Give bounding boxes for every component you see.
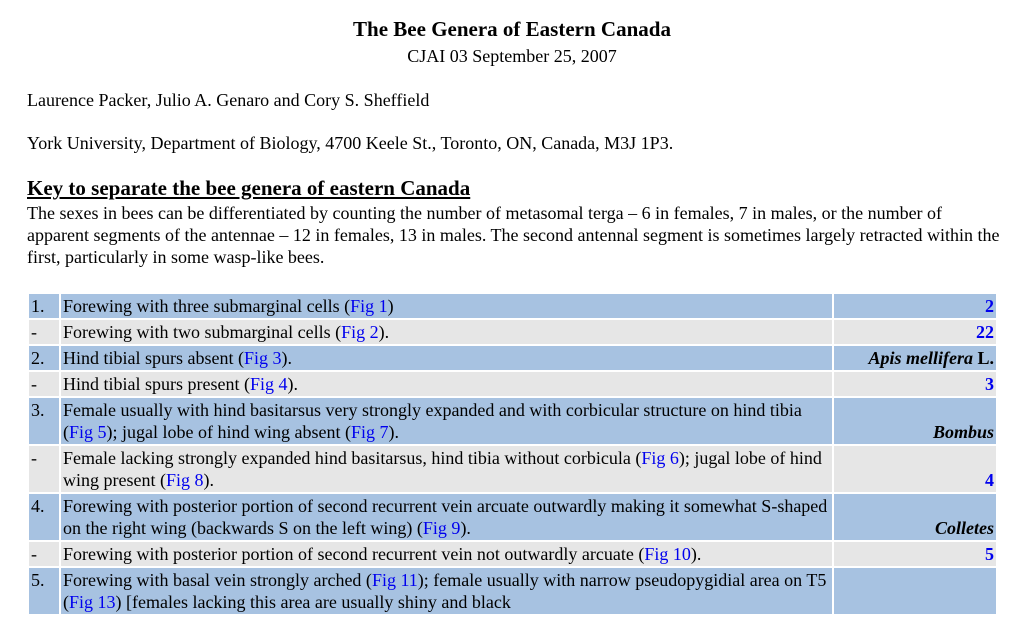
couplet-number: - <box>29 446 59 492</box>
key-row <box>29 494 996 540</box>
next-couplet-link[interactable] <box>834 542 996 566</box>
figure-link[interactable]: Fig 3 <box>243 348 282 368</box>
figure-link[interactable]: Fig 7 <box>350 422 389 442</box>
couplet-number: 1. <box>29 294 59 318</box>
couplet-number: - <box>29 372 59 396</box>
couplet-number: 3. <box>29 398 59 444</box>
key-row <box>29 294 996 318</box>
couplet-text: Forewing with three submarginal cells (Fig 1) <box>61 294 832 318</box>
next-couplet-link[interactable] <box>834 320 996 344</box>
taxon-result: Apis mellifera L. <box>834 346 996 370</box>
page-subtitle: CJAI 03 September 25, 2007 <box>407 46 617 66</box>
couplet-link[interactable]: 3 <box>985 374 994 394</box>
taxon-name: Bombus <box>932 422 994 442</box>
figure-link[interactable]: Fig 9 <box>422 518 461 538</box>
figure-link[interactable]: Fig 4 <box>249 374 288 394</box>
couplet-text: Hind tibial spurs present (Fig 4). <box>61 372 832 396</box>
couplet-text: Female lacking strongly expanded hind basitarsus, hind tibia without corbicula (Fig 6); jugal lobe of hind wing present (Fig 8). <box>61 446 832 492</box>
next-couplet-link[interactable] <box>834 372 996 396</box>
taxon-name: Apis mellifera <box>868 348 973 368</box>
key-row <box>29 372 996 396</box>
authors: Laurence Packer, Julio A. Genaro and Cory S. Sheffield <box>27 90 430 110</box>
empty-result <box>834 568 996 614</box>
key-heading: Key to separate the bee genera of eastern Canada <box>27 176 471 200</box>
couplet-number: - <box>29 542 59 566</box>
couplet-text: Forewing with basal vein strongly arched (Fig 11); female usually with narrow pseudopygidial area on T5 (Fig 13) [females lacking this area are usually shiny and black <box>61 568 832 614</box>
couplet-link[interactable]: 5 <box>985 544 994 564</box>
couplet-text: Forewing with posterior portion of second recurrent vein arcuate outwardly making it somewhat S-shaped on the right wing (backwards S on the left wing) (Fig 9). <box>61 494 832 540</box>
couplet-number: - <box>29 320 59 344</box>
key-intro: The sexes in bees can be differentiated by counting the number of metasomal terga – 6 in females, 7 in males, or the number of apparent segments of the antennae – 12 in females, 13 in males. The second antennal segment is sometimes largely retracted within the first, particularly in some wasp-like bees. <box>27 203 1000 267</box>
figure-link[interactable]: Fig 5 <box>69 422 107 442</box>
figure-link[interactable]: Fig 1 <box>350 296 388 316</box>
key-row <box>29 320 996 344</box>
couplet-text: Hind tibial spurs absent (Fig 3). <box>61 346 832 370</box>
couplet-text: Forewing with posterior portion of second recurrent vein not outwardly arcuate (Fig 10). <box>61 542 832 566</box>
figure-link[interactable]: Fig 2 <box>341 322 379 342</box>
figure-link[interactable]: Fig 8 <box>165 470 204 490</box>
key-row <box>29 542 996 566</box>
page-title: The Bee Genera of Eastern Canada <box>353 17 671 41</box>
couplet-link[interactable]: 4 <box>985 470 994 490</box>
key-table <box>27 292 998 616</box>
couplet-text: Forewing with two submarginal cells (Fig 2). <box>61 320 832 344</box>
taxon-name: Colletes <box>935 518 994 538</box>
figure-link[interactable]: Fig 13 <box>69 592 116 612</box>
key-row <box>29 346 996 370</box>
couplet-link[interactable]: 22 <box>976 322 994 342</box>
figure-link[interactable]: Fig 11 <box>371 570 418 590</box>
taxon-result <box>834 494 996 540</box>
next-couplet-link[interactable] <box>834 446 996 492</box>
key-row <box>29 568 996 614</box>
couplet-number: 4. <box>29 494 59 540</box>
couplet-text: Female usually with hind basitarsus very strongly expanded and with corbicular structure on hind tibia (Fig 5); jugal lobe of hind wing absent (Fig 7). <box>61 398 832 444</box>
couplet-link[interactable]: 2 <box>985 296 994 316</box>
figure-link[interactable]: Fig 10 <box>644 544 691 564</box>
key-row <box>29 446 996 492</box>
affiliation: York University, Department of Biology, 4700 Keele St., Toronto, ON, Canada, M3J 1P3. <box>27 133 674 153</box>
couplet-number: 5. <box>29 568 59 614</box>
figure-link[interactable]: Fig 6 <box>641 448 679 468</box>
couplet-number: 2. <box>29 346 59 370</box>
key-row <box>29 398 996 444</box>
taxon-result <box>834 398 996 444</box>
next-couplet-link[interactable] <box>834 294 996 318</box>
